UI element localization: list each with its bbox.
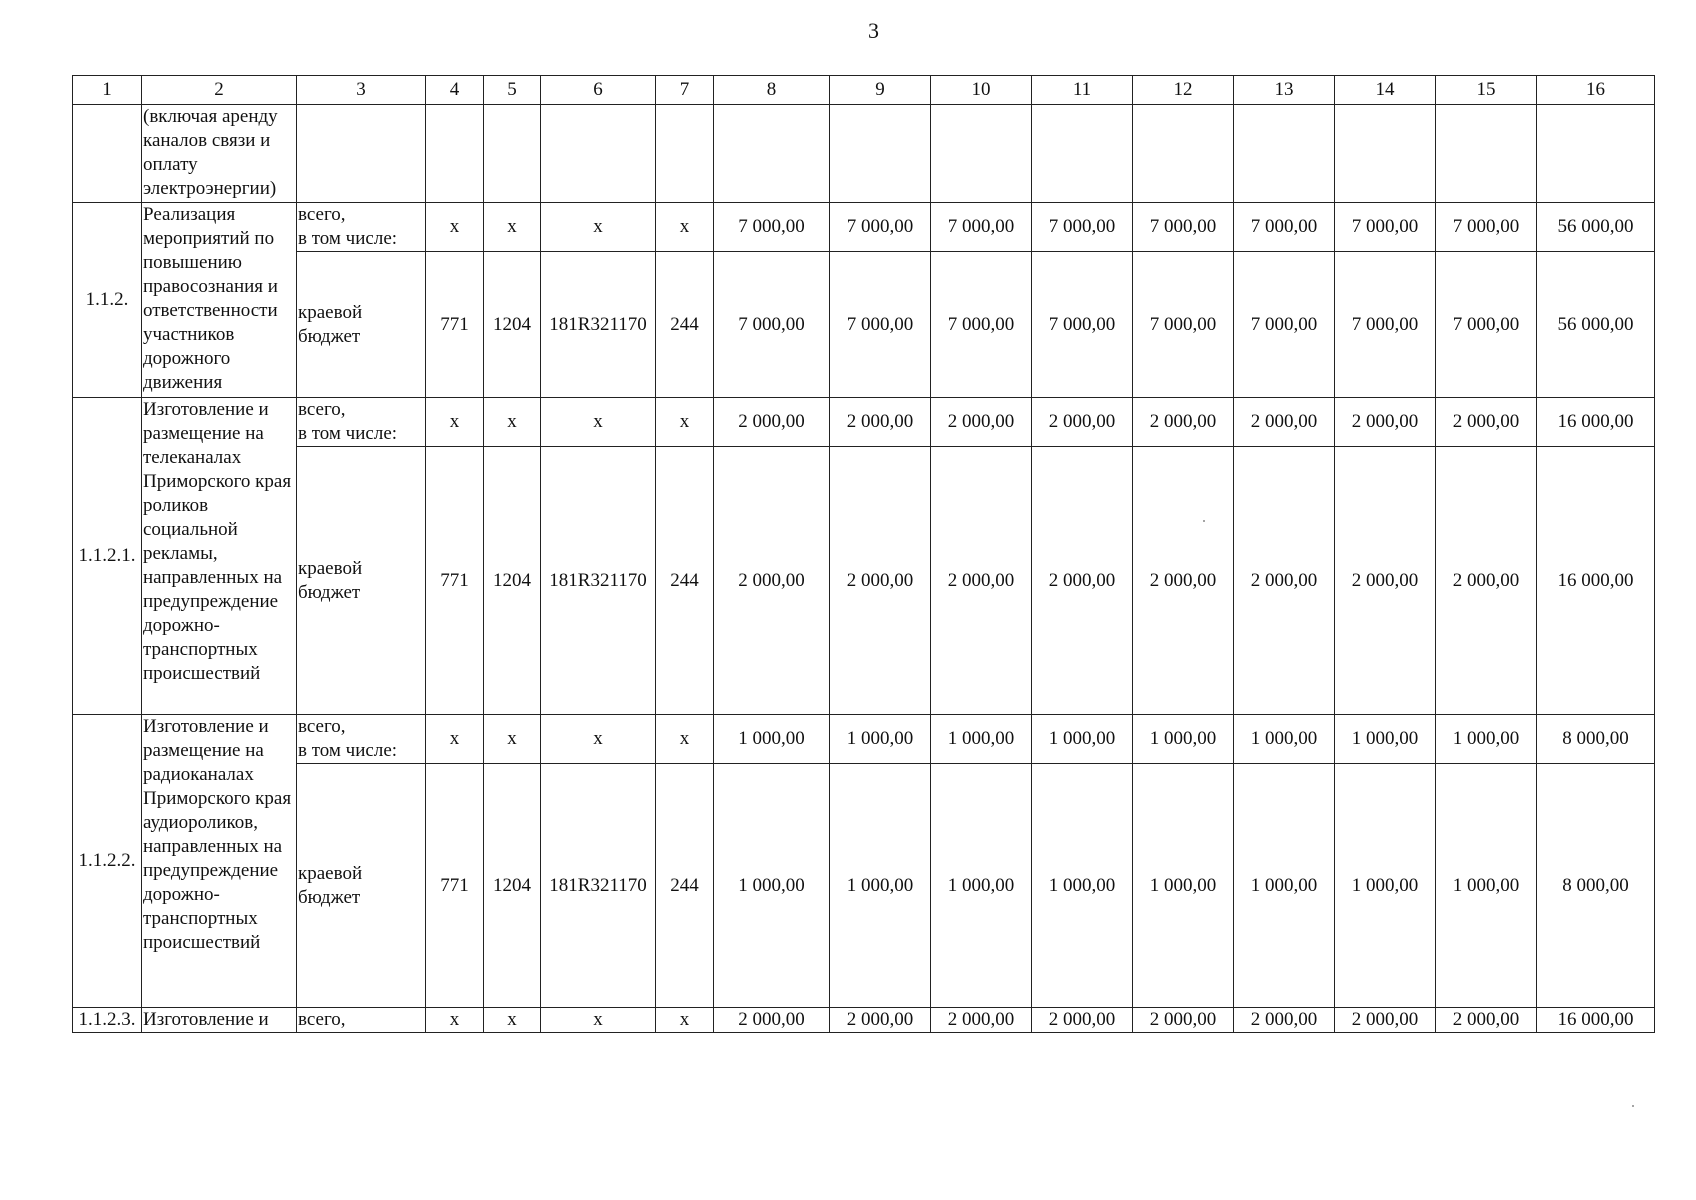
value-cell: 7 000,00 bbox=[1032, 203, 1133, 252]
funding-source bbox=[297, 447, 426, 715]
item-description: Изготовление и размещение на радиоканалах Приморского края аудиороликов, направленных на предупреждение дорожно-транспортных происшествий bbox=[142, 715, 297, 1008]
table-cell-empty bbox=[73, 105, 142, 203]
code-cell: x bbox=[656, 715, 714, 764]
value-cell: 2 000,00 bbox=[1335, 1008, 1436, 1033]
column-header: 16 bbox=[1537, 76, 1655, 105]
table-cell-empty bbox=[656, 105, 714, 203]
value-cell: 7 000,00 bbox=[1436, 203, 1537, 252]
funding-source-line: всего, bbox=[298, 1009, 346, 1030]
column-header: 15 bbox=[1436, 76, 1537, 105]
value-cell: 2 000,00 bbox=[1436, 398, 1537, 447]
code-cell: 181R321170 bbox=[541, 252, 656, 398]
code-cell: x bbox=[541, 398, 656, 447]
value-cell: 2 000,00 bbox=[830, 1008, 931, 1033]
value-cell: 1 000,00 bbox=[830, 764, 931, 1008]
funding-source-line: в том числе: bbox=[298, 423, 398, 444]
value-cell: 7 000,00 bbox=[1335, 203, 1436, 252]
item-index: 1.1.2.1. bbox=[73, 398, 142, 715]
value-cell: 7 000,00 bbox=[1234, 203, 1335, 252]
column-header: 2 bbox=[142, 76, 297, 105]
code-cell: 771 bbox=[426, 764, 484, 1008]
table-cell-empty bbox=[1234, 105, 1335, 203]
table-cell-empty bbox=[830, 105, 931, 203]
column-header: 11 bbox=[1032, 76, 1133, 105]
value-cell: 7 000,00 bbox=[830, 252, 931, 398]
value-cell: 7 000,00 bbox=[1133, 252, 1234, 398]
table-row-budget bbox=[73, 447, 1655, 715]
funding-source-line: всего, bbox=[298, 399, 346, 420]
table-row-total bbox=[73, 715, 1655, 764]
total-cell: 8 000,00 bbox=[1537, 715, 1655, 764]
code-cell: 244 bbox=[656, 447, 714, 715]
item-index: 1.1.2.3. bbox=[73, 1008, 142, 1033]
value-cell: 2 000,00 bbox=[1234, 1008, 1335, 1033]
column-header: 13 bbox=[1234, 76, 1335, 105]
column-header: 10 bbox=[931, 76, 1032, 105]
code-cell: 1204 bbox=[484, 252, 541, 398]
value-cell: 1 000,00 bbox=[1234, 764, 1335, 1008]
value-cell: 2 000,00 bbox=[931, 1008, 1032, 1033]
budget-table-container bbox=[72, 75, 1655, 1033]
value-cell: 7 000,00 bbox=[1436, 252, 1537, 398]
funding-source bbox=[297, 1008, 426, 1033]
code-cell: x bbox=[426, 1008, 484, 1033]
code-cell: x bbox=[426, 715, 484, 764]
code-cell: 244 bbox=[656, 252, 714, 398]
column-header: 7 bbox=[656, 76, 714, 105]
value-cell: 7 000,00 bbox=[830, 203, 931, 252]
value-cell: 2 000,00 bbox=[1032, 1008, 1133, 1033]
table-header-row bbox=[73, 76, 1655, 105]
table-cell-empty bbox=[1335, 105, 1436, 203]
item-description: Изготовление и размещение на телеканалах Приморского края роликов социальной рекламы, направленных на предупреждение дорожно-транспортных происшествий bbox=[142, 398, 297, 715]
table-row-total bbox=[73, 203, 1655, 252]
code-cell: x bbox=[656, 203, 714, 252]
column-header: 5 bbox=[484, 76, 541, 105]
funding-source-line: бюджет bbox=[298, 325, 361, 347]
value-cell: 2 000,00 bbox=[1032, 398, 1133, 447]
column-header: 1 bbox=[73, 76, 142, 105]
value-cell: 1 000,00 bbox=[1133, 715, 1234, 764]
value-cell: 1 000,00 bbox=[714, 715, 830, 764]
value-cell: 1 000,00 bbox=[1234, 715, 1335, 764]
code-cell: x bbox=[656, 1008, 714, 1033]
column-header: 3 bbox=[297, 76, 426, 105]
table-cell-empty bbox=[1133, 105, 1234, 203]
value-cell: 1 000,00 bbox=[714, 764, 830, 1008]
code-cell: x bbox=[656, 398, 714, 447]
code-cell: 1204 bbox=[484, 764, 541, 1008]
value-cell: 2 000,00 bbox=[1436, 1008, 1537, 1033]
value-cell: 2 000,00 bbox=[830, 447, 931, 715]
page-number: 3 bbox=[868, 18, 879, 43]
total-cell: 16 000,00 bbox=[1537, 1008, 1655, 1033]
scan-speck bbox=[1632, 1105, 1634, 1107]
funding-source-line: бюджет bbox=[298, 886, 361, 908]
value-cell: 1 000,00 bbox=[1133, 764, 1234, 1008]
value-cell: 1 000,00 bbox=[830, 715, 931, 764]
table-row-budget bbox=[73, 764, 1655, 1008]
value-cell: 1 000,00 bbox=[1335, 764, 1436, 1008]
total-cell: 56 000,00 bbox=[1537, 252, 1655, 398]
table-cell-empty bbox=[714, 105, 830, 203]
value-cell: 7 000,00 bbox=[931, 203, 1032, 252]
column-header: 8 bbox=[714, 76, 830, 105]
funding-source-line: всего, bbox=[298, 716, 346, 737]
item-description: (включая аренду каналов связи и оплату электроэнергии) bbox=[142, 105, 297, 203]
code-cell: 1204 bbox=[484, 447, 541, 715]
funding-source-line: всего, bbox=[298, 204, 346, 225]
code-cell: x bbox=[484, 398, 541, 447]
value-cell: 1 000,00 bbox=[1436, 764, 1537, 1008]
code-cell: 181R321170 bbox=[541, 764, 656, 1008]
table-row-continuation bbox=[73, 105, 1655, 203]
value-cell: 2 000,00 bbox=[1234, 447, 1335, 715]
item-index: 1.1.2. bbox=[73, 203, 142, 398]
column-header: 12 bbox=[1133, 76, 1234, 105]
budget-table bbox=[72, 75, 1655, 1033]
funding-source bbox=[297, 715, 426, 764]
value-cell: 1 000,00 bbox=[931, 715, 1032, 764]
value-cell: 1 000,00 bbox=[1032, 715, 1133, 764]
value-cell: 7 000,00 bbox=[714, 252, 830, 398]
code-cell: x bbox=[426, 398, 484, 447]
funding-source-line: в том числе: bbox=[298, 228, 398, 249]
column-header: 4 bbox=[426, 76, 484, 105]
total-cell: 56 000,00 bbox=[1537, 203, 1655, 252]
code-cell: 771 bbox=[426, 252, 484, 398]
funding-source bbox=[297, 252, 426, 398]
item-description: Реализация мероприятий по повышению правосознания и ответственности участников дорожного движения bbox=[142, 203, 297, 398]
value-cell: 2 000,00 bbox=[1133, 398, 1234, 447]
value-cell: 7 000,00 bbox=[1234, 252, 1335, 398]
code-cell: 244 bbox=[656, 764, 714, 1008]
funding-source-line: бюджет bbox=[298, 581, 361, 603]
total-cell: 8 000,00 bbox=[1537, 764, 1655, 1008]
value-cell: 2 000,00 bbox=[1032, 447, 1133, 715]
funding-source bbox=[297, 398, 426, 447]
value-cell: 1 000,00 bbox=[1032, 764, 1133, 1008]
value-cell: 2 000,00 bbox=[1335, 447, 1436, 715]
table-cell-empty bbox=[931, 105, 1032, 203]
value-cell: 7 000,00 bbox=[1335, 252, 1436, 398]
column-header: 9 bbox=[830, 76, 931, 105]
code-cell: x bbox=[426, 203, 484, 252]
table-row-total bbox=[73, 398, 1655, 447]
table-cell-empty bbox=[297, 105, 426, 203]
table-row-total bbox=[73, 1008, 1655, 1033]
column-header: 6 bbox=[541, 76, 656, 105]
value-cell: 7 000,00 bbox=[1133, 203, 1234, 252]
table-cell-empty bbox=[1032, 105, 1133, 203]
value-cell: 7 000,00 bbox=[1032, 252, 1133, 398]
table-cell-empty bbox=[541, 105, 656, 203]
funding-source-line: краевой bbox=[298, 301, 363, 323]
value-cell: 1 000,00 bbox=[1436, 715, 1537, 764]
column-header: 14 bbox=[1335, 76, 1436, 105]
value-cell: 2 000,00 bbox=[1133, 447, 1234, 715]
value-cell: 2 000,00 bbox=[1133, 1008, 1234, 1033]
value-cell: 2 000,00 bbox=[714, 398, 830, 447]
item-description: Изготовление и bbox=[142, 1008, 297, 1033]
code-cell: x bbox=[541, 1008, 656, 1033]
value-cell: 2 000,00 bbox=[714, 1008, 830, 1033]
code-cell: x bbox=[541, 203, 656, 252]
code-cell: x bbox=[484, 715, 541, 764]
scan-speck bbox=[1203, 520, 1205, 522]
value-cell: 1 000,00 bbox=[931, 764, 1032, 1008]
value-cell: 2 000,00 bbox=[931, 398, 1032, 447]
table-cell-empty bbox=[1537, 105, 1655, 203]
value-cell: 2 000,00 bbox=[1436, 447, 1537, 715]
table-cell-empty bbox=[484, 105, 541, 203]
value-cell: 2 000,00 bbox=[1335, 398, 1436, 447]
value-cell: 7 000,00 bbox=[714, 203, 830, 252]
table-row-budget bbox=[73, 252, 1655, 398]
total-cell: 16 000,00 bbox=[1537, 447, 1655, 715]
funding-source-line: в том числе: bbox=[298, 740, 398, 761]
table-cell-empty bbox=[426, 105, 484, 203]
item-index: 1.1.2.2. bbox=[73, 715, 142, 1008]
total-cell: 16 000,00 bbox=[1537, 398, 1655, 447]
code-cell: x bbox=[541, 715, 656, 764]
table-cell-empty bbox=[1436, 105, 1537, 203]
value-cell: 2 000,00 bbox=[714, 447, 830, 715]
value-cell: 2 000,00 bbox=[931, 447, 1032, 715]
funding-source bbox=[297, 203, 426, 252]
value-cell: 1 000,00 bbox=[1335, 715, 1436, 764]
value-cell: 2 000,00 bbox=[1234, 398, 1335, 447]
code-cell: 181R321170 bbox=[541, 447, 656, 715]
code-cell: x bbox=[484, 203, 541, 252]
funding-source-line: краевой bbox=[298, 862, 363, 884]
code-cell: x bbox=[484, 1008, 541, 1033]
funding-source bbox=[297, 764, 426, 1008]
funding-source-line: краевой bbox=[298, 557, 363, 579]
value-cell: 7 000,00 bbox=[931, 252, 1032, 398]
code-cell: 771 bbox=[426, 447, 484, 715]
value-cell: 2 000,00 bbox=[830, 398, 931, 447]
